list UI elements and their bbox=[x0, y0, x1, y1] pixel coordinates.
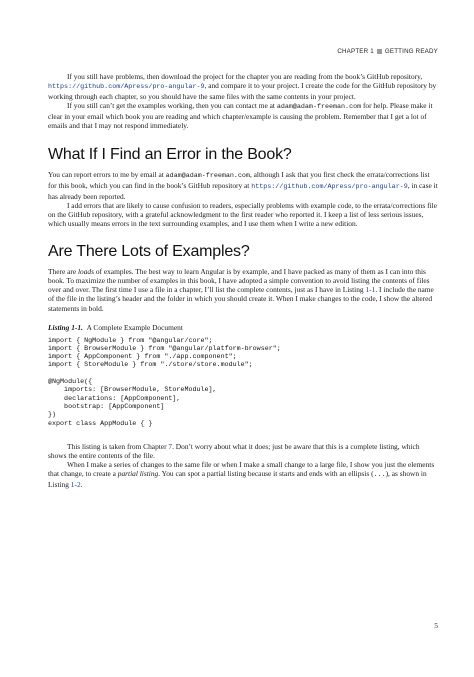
paragraph-download-project bbox=[48, 72, 438, 101]
listing-caption bbox=[48, 323, 438, 332]
text-run: You can report errors to me by email at bbox=[48, 169, 166, 179]
listing-label: Listing 1-1. bbox=[48, 322, 83, 332]
text-run: for help. Please make it clear in your email which book you are reading and which chapter/example is causing the problem. Remember that I get a lot of emails and that I may not respond immediately. bbox=[48, 101, 433, 131]
listing-title: A Complete Example Document bbox=[86, 322, 183, 332]
text-run: . bbox=[80, 480, 83, 490]
code-listing: import { NgModule } from "@angular/core"; import { BrowserModule } from "@angular/platform-browser"; import { AppComponent } from "./app.component"; import { StoreModule } from "./store/store.module"; @NgModule({ imports: [BrowserModule, StoreModule], declarations: [AppComponent], bootstrap: [AppComponent] }) export class AppModule { } bbox=[48, 336, 281, 428]
running-header bbox=[337, 48, 438, 55]
github-url[interactable]: https://github.com/Apress/pro-angular-9 bbox=[48, 83, 205, 92]
chapter-title: GETTING READY bbox=[384, 48, 438, 55]
section-heading-errors: What If I Find an Error in the Book? bbox=[48, 145, 292, 163]
paragraph-listing-source bbox=[48, 442, 438, 460]
page-number: 5 bbox=[434, 621, 438, 630]
text-run: . I include the name of the file in the listing’s header and the folder in which you should create it. When I make changes to the code, I show the altered statements in bold. bbox=[48, 285, 434, 313]
page-content bbox=[48, 72, 438, 489]
text-run: This listing is taken from Chapter bbox=[67, 441, 169, 451]
text-run: , in case it has already been reported. bbox=[48, 180, 438, 201]
text-run: If you still have problems, then download the project for the chapter you are reading from the book’s GitHub repository, bbox=[67, 72, 423, 81]
text-run: . Don’t worry about what it does; just be aware that this is a complete listing, which shows the entire contents of the file. bbox=[48, 441, 420, 460]
paragraph-errata: I add errors that are likely to cause confusion to readers, especially problems with example code, to the errata/corrections file on the GitHub repository, with a grateful acknowledgment to the first reader who reported it. I keep a list of less serious issues, which usually means errors in the text surrounding examples, and I use them when I write a new edition. bbox=[48, 200, 438, 229]
text-run: of examples. The best way to learn Angular is by example, and I have packed as many of them as I can into this book. To maximize the number of examples in this book, I have adopted a simple convention to avoid listing the contents of files over and over. The first time I use a file in a chapter, I’ll list the complete contents, just as I have in Listing bbox=[48, 267, 430, 295]
inline-code: ... bbox=[373, 471, 386, 480]
paragraph-contact bbox=[48, 101, 438, 130]
text-run: There are bbox=[48, 267, 78, 277]
chapter-reference[interactable]: 7 bbox=[168, 441, 173, 451]
text-run: If you still can’t get the examples working, then you can contact me at bbox=[67, 101, 277, 111]
text-run: When I make a series of changes to the same file or when I make a small change to a large file, I show you just the elements that change, to create a bbox=[48, 460, 435, 479]
email-address[interactable]: adam@adam-freeman.com bbox=[276, 103, 362, 112]
text-run: , although I ask that you first check the errata/corrections list for this book, which you can find in the book’s GitHub repository at bbox=[48, 169, 430, 190]
paragraph-partial-listing bbox=[48, 460, 438, 489]
chapter-label: CHAPTER 1 bbox=[337, 48, 374, 55]
text-run: ), as shown in Listing bbox=[48, 469, 427, 490]
paragraph-report-errors bbox=[48, 170, 438, 201]
listing-reference[interactable]: 1-2 bbox=[70, 480, 81, 490]
text-run: . You can spot a partial listing because it starts and ends with an ellipsis ( bbox=[158, 469, 374, 479]
emphasis: loads bbox=[77, 267, 94, 277]
header-separator bbox=[377, 49, 382, 54]
text-run: , and compare it to your project. I create the code for the GitHub repository by working through each chapter, so you should have the same files with the same contents in your project. bbox=[48, 81, 437, 102]
section-heading-examples: Are There Lots of Examples? bbox=[48, 243, 250, 261]
listing-reference[interactable]: 1-1 bbox=[365, 285, 376, 295]
github-url[interactable]: https://github.com/Apress/pro-angular-9 bbox=[251, 182, 408, 191]
emphasis: partial listing bbox=[117, 469, 159, 479]
email-address[interactable]: adam@adam-freeman.com bbox=[165, 171, 250, 180]
paragraph-examples bbox=[48, 267, 438, 312]
